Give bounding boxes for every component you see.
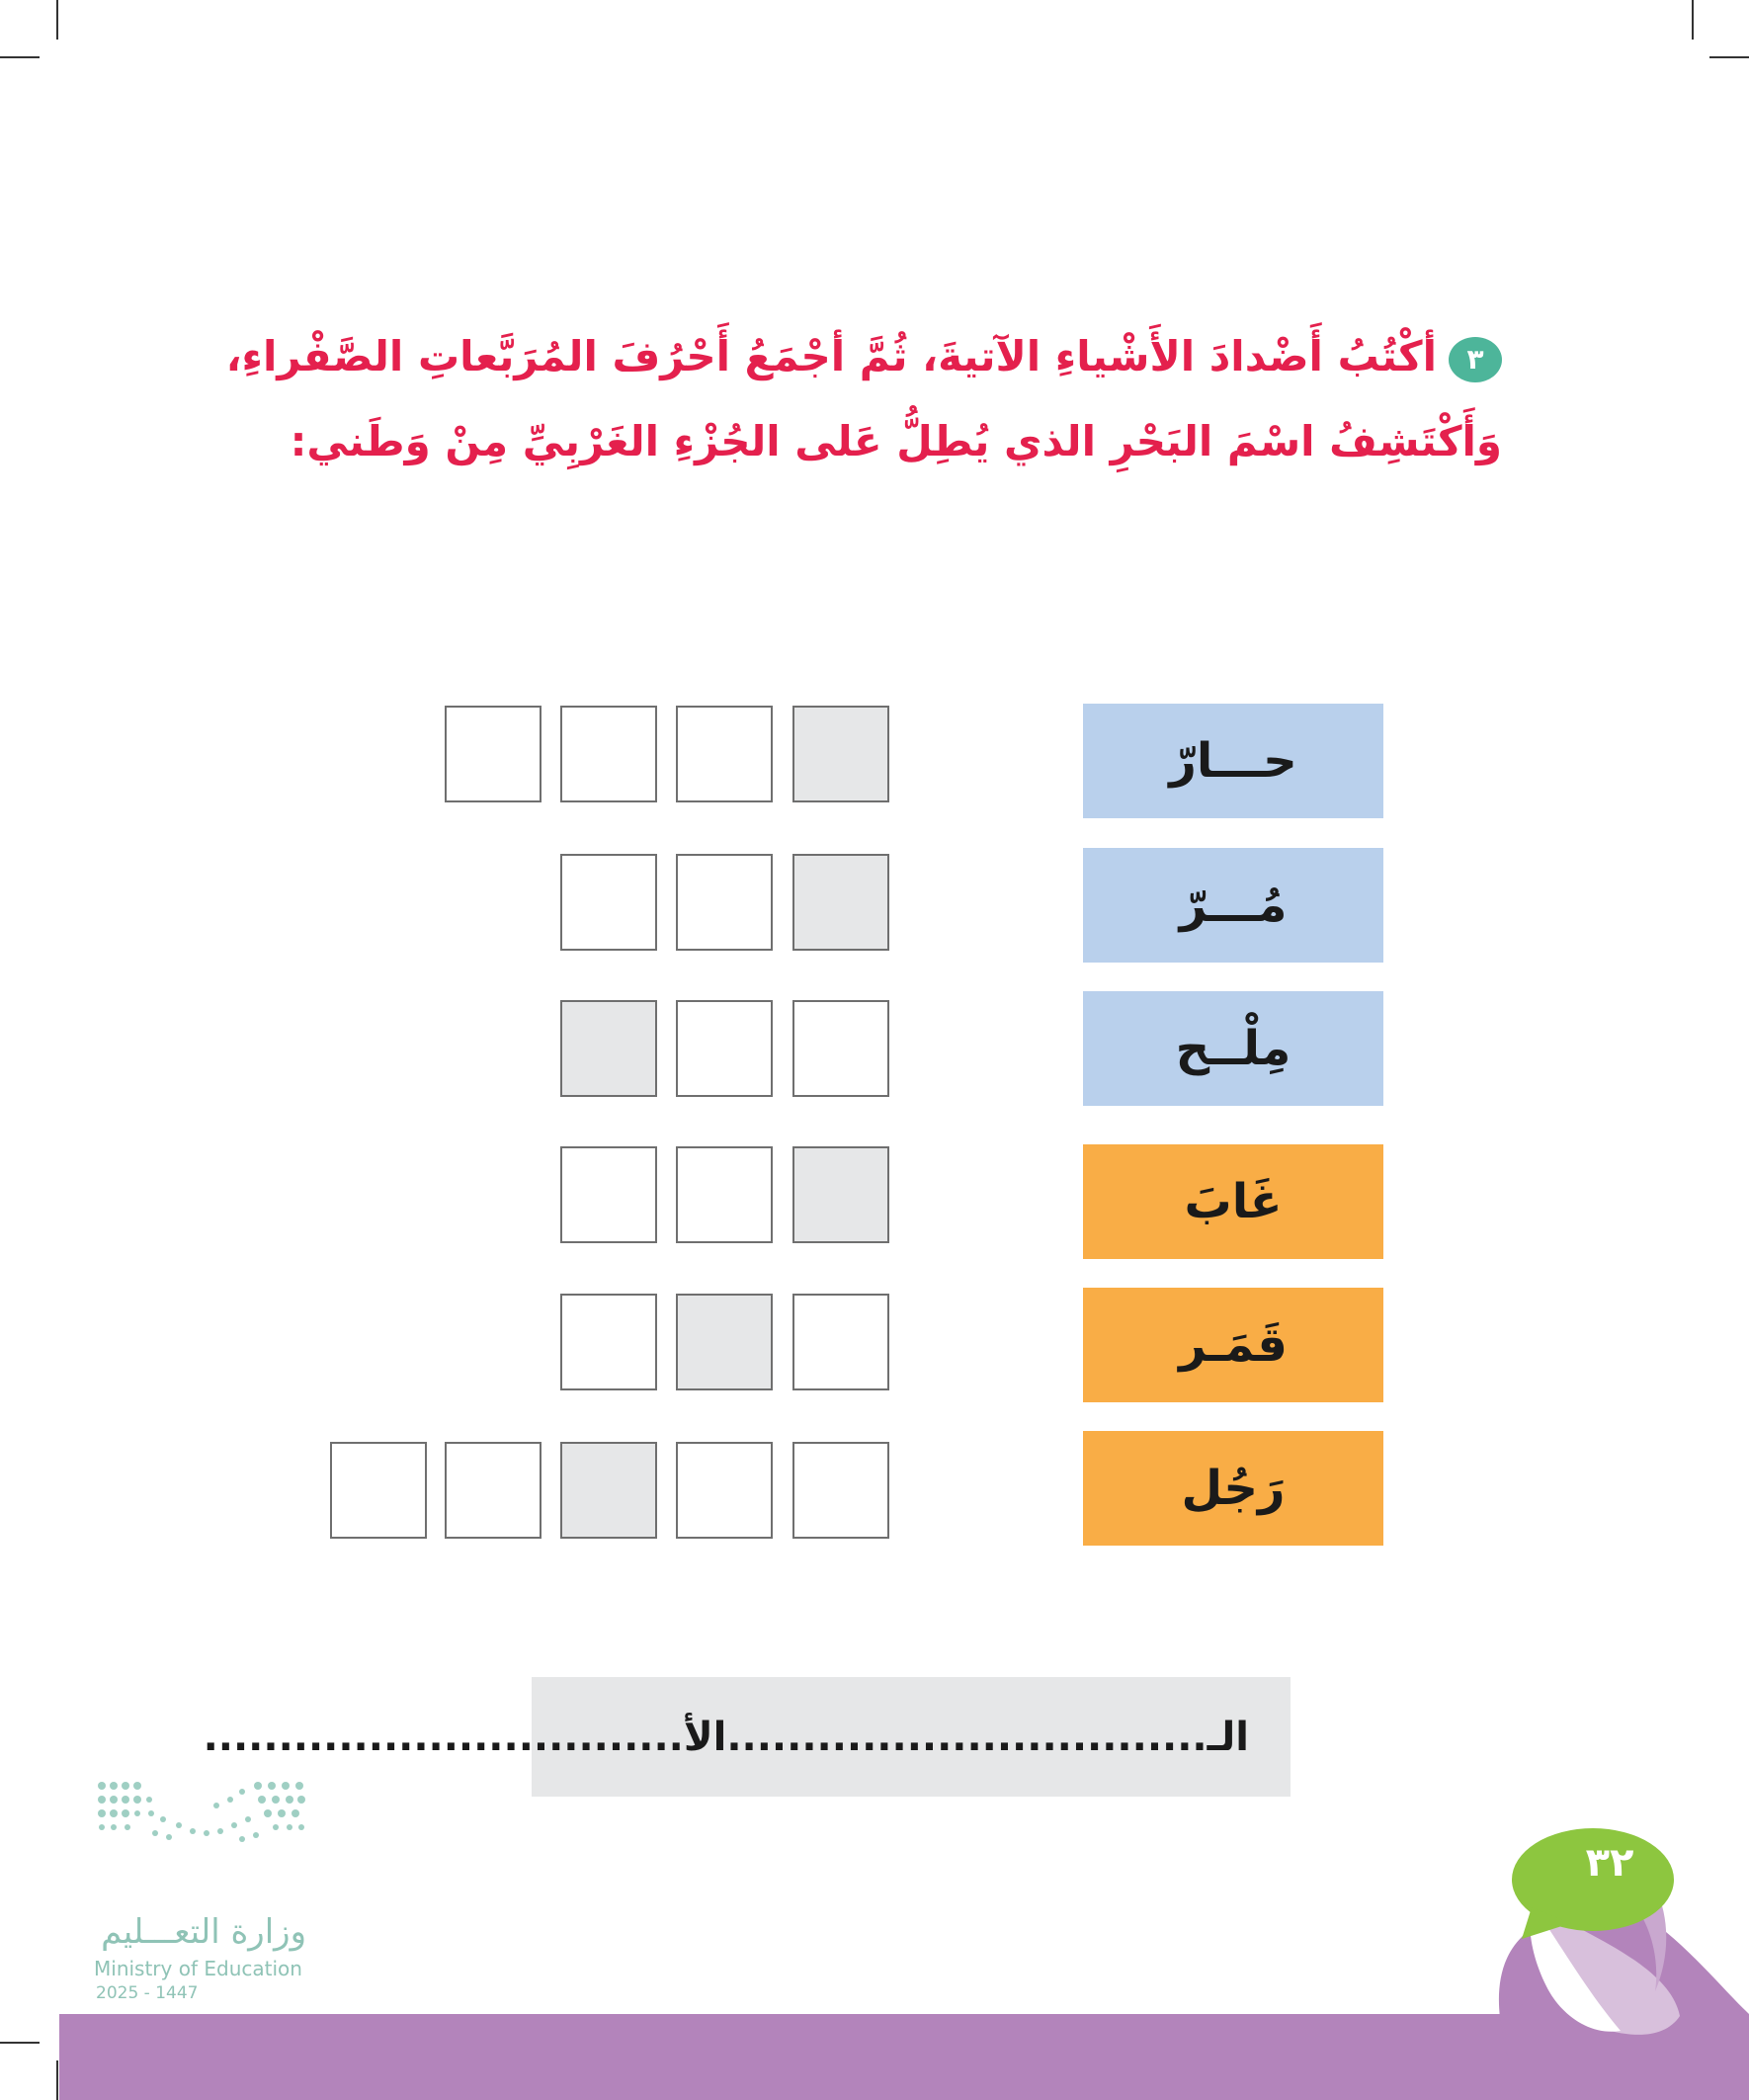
letter-box[interactable] [560,1146,657,1243]
letter-box[interactable] [676,1442,773,1539]
word-card-moon [1083,1288,1383,1402]
exercise-number-badge: ٣ [1449,337,1502,382]
word-label: مِلْــح [1175,1021,1291,1076]
page-number: ٣٢ [1585,1840,1634,1886]
instruction-line-1 [158,314,1502,399]
crop-mark [56,2060,58,2100]
letter-box[interactable] [330,1442,427,1539]
edition-year: 2025 - 1447 [96,1983,199,2003]
word-card-absent [1083,1144,1383,1259]
letter-box[interactable] [792,1442,889,1539]
instruction-line-2: وَأَكْتَشِفُ اسْمَ البَحْرِ الذي يُطِلُّ عَلى الجُزْءِ الغَرْبِيِّ مِنْ وَطَني: [290,417,1502,465]
word-label: غَابَ [1184,1174,1283,1229]
letter-box[interactable] [676,1000,773,1097]
crop-mark [0,2042,40,2044]
letter-box-shaded[interactable] [792,706,889,802]
crop-mark [56,0,58,40]
word-label: حـــارّ [1169,733,1297,789]
letter-box-shaded[interactable] [676,1294,773,1390]
crop-mark [1709,56,1749,58]
letter-box-shaded[interactable] [792,854,889,951]
letter-box[interactable] [676,854,773,951]
word-card-man [1083,1431,1383,1546]
letter-box[interactable] [445,706,541,802]
ministry-name-arabic: وزارة التعـــليم [101,1912,306,1952]
answer-middle: الأ [683,1714,727,1760]
crop-mark [1692,0,1694,40]
word-label: مُـــرّ [1179,878,1288,933]
exercise-instruction [158,314,1502,484]
letter-box[interactable] [792,1000,889,1097]
instruction-text-1: أكْتُبُ أَضْدادَ الأَشْياءِ الآتيةَ، ثُمَّ أجْمَعُ أَحْرُفَ المُرَبَّعاتِ الصَّفْراءِ، [225,332,1437,380]
crop-mark [0,56,40,58]
word-label: قَمَـر [1179,1317,1288,1373]
letter-box-shaded[interactable] [560,1000,657,1097]
letter-box[interactable] [676,1146,773,1243]
answer-prefix: الـ [1207,1714,1249,1760]
answer-field[interactable] [203,1677,1291,1797]
answer-dots-2: ................................ [203,1714,684,1760]
letter-box[interactable] [560,854,657,951]
answer-dots-1: ................................ [726,1714,1208,1760]
letter-box-shaded[interactable] [792,1146,889,1243]
word-card-hot [1083,704,1383,818]
ministry-name-english: Ministry of Education [94,1957,302,1980]
word-card-salt [1083,991,1383,1106]
letter-box-shaded[interactable] [560,1442,657,1539]
word-label: رَجُل [1181,1461,1286,1516]
letter-box[interactable] [676,706,773,802]
letter-box[interactable] [792,1294,889,1390]
letter-box[interactable] [560,706,657,802]
word-card-bitter [1083,848,1383,963]
letter-box[interactable] [445,1442,541,1539]
letter-box[interactable] [560,1294,657,1390]
